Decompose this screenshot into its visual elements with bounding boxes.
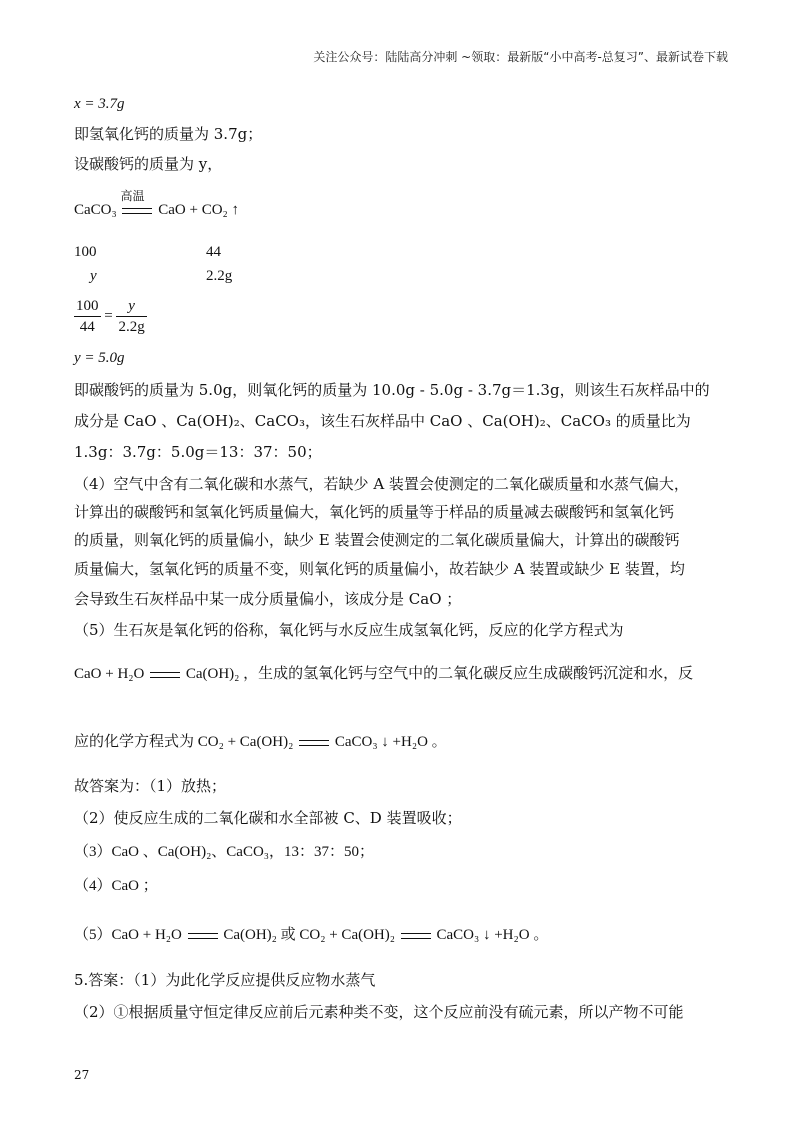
answer-line: 故答案为：（1）放热； bbox=[74, 777, 227, 795]
eq-part: Ca(OH)₂ ，生成的氢氧化钙与空气中的二氧化碳反应生成碳酸钙沉淀和水，反 bbox=[185, 666, 694, 682]
eq-double-line bbox=[299, 740, 329, 746]
eq-double-line bbox=[188, 933, 218, 939]
answer-line: （3）CaO 、Ca(OH)₂、CaCO₃，13：37：50； bbox=[74, 844, 375, 860]
mass-2-2g: 2.2g bbox=[206, 268, 233, 284]
paragraph-line: 会导致生石灰样品中某一成分质量偏小，该成分是 CaO ； bbox=[74, 590, 462, 608]
equation-slaking bbox=[74, 664, 693, 684]
eq-left: CaCO₃ bbox=[74, 202, 117, 218]
eq-double-line bbox=[150, 672, 180, 678]
eq-condition-label: 高温 bbox=[120, 189, 145, 203]
eq-part: Ca(OH)₂ 或 CO₂ + Ca(OH)₂ bbox=[223, 927, 395, 943]
line-y-result: y = 5.0g bbox=[74, 350, 125, 366]
answer-line-equations bbox=[74, 925, 548, 945]
paragraph-line: 1.3g：3.7g：5.0g＝13：37：50； bbox=[74, 443, 322, 461]
eq-part: CaCO₃ ↓ +H₂O 。 bbox=[436, 927, 549, 943]
paragraph-line: 即碳酸钙的质量为 5.0g，则氧化钙的质量为 10.0g - 5.0g - 3.7g＝1.3g，则该生石灰样品中的 bbox=[74, 381, 710, 399]
eq-double-line bbox=[122, 208, 152, 214]
molar-mass-44: 44 bbox=[206, 244, 221, 260]
eq-part: 应的化学方程式为 CO₂ + Ca(OH)₂ bbox=[74, 734, 294, 750]
page-header: 关注公众号：陆陆高分冲刺 ~领取：最新版“小中高考-总复习”、最新试卷下载 bbox=[313, 50, 728, 64]
fraction-left-num: 100 bbox=[74, 296, 101, 317]
answer-line: （2）使反应生成的二氧化碳和水全部被 C、D 装置吸收； bbox=[74, 809, 462, 827]
proportion-fraction bbox=[74, 296, 147, 337]
fraction-right bbox=[116, 296, 146, 337]
eq-part: CaO + H₂O bbox=[74, 666, 145, 682]
answer-5-line: 5.答案：（1）为此化学反应提供反应物水蒸气 bbox=[74, 971, 376, 989]
paragraph-line: （5）生石灰是氧化钙的俗称，氧化钙与水反应生成氢氧化钙，反应的化学方程式为 bbox=[74, 621, 624, 639]
line-x-result: x = 3.7g bbox=[74, 96, 125, 112]
fraction-left-den: 44 bbox=[79, 319, 95, 335]
fraction-right-den: 2.2g bbox=[118, 319, 145, 335]
answer-5-line: （2）①根据质量守恒定律反应前后元素种类不变，这个反应前没有硫元素，所以产物不可能 bbox=[74, 1003, 684, 1021]
paragraph-line: 成分是 CaO 、Ca(OH)₂、CaCO₃，该生石灰样品中 CaO 、Ca(OH)₂、CaCO₃ 的质量比为 bbox=[74, 412, 691, 430]
line-set-y: 设碳酸钙的质量为 y， bbox=[74, 155, 223, 173]
fraction-right-num: y bbox=[116, 296, 146, 317]
paragraph-line: 的质量，则氧化钙的质量偏小，缺少 E 装置会使测定的二氧化碳质量偏大，计算出的碳酸钙 bbox=[74, 531, 680, 549]
eq-right: CaO + CO₂ ↑ bbox=[158, 202, 240, 218]
molar-mass-100: 100 bbox=[74, 244, 97, 260]
equals-sign: = bbox=[104, 307, 113, 324]
line-calcium-hydroxide-mass: 即氢氧化钙的质量为 3.7g； bbox=[74, 125, 263, 143]
paragraph-line: 质量偏大，氢氧化钙的质量不变，则氧化钙的质量偏小，故若缺少 A 装置或缺少 E 装置，均 bbox=[74, 560, 685, 578]
paragraph-line: 计算出的碳酸钙和氢氧化钙质量偏大，氧化钙的质量等于样品的质量减去碳酸钙和氢氧化钙 bbox=[74, 503, 675, 521]
eq-double-line bbox=[401, 933, 431, 939]
fraction-left bbox=[74, 296, 101, 337]
answer-line: （4）CaO ； bbox=[74, 878, 158, 894]
page-number: 27 bbox=[74, 1068, 90, 1082]
paragraph-line: （4）空气中含有二氧化碳和水蒸气，若缺少 A 装置会使测定的二氧化碳质量和水蒸气偏大， bbox=[74, 475, 689, 493]
eq-part: （5）CaO + H₂O bbox=[74, 927, 182, 943]
equation-carbonation bbox=[74, 732, 447, 752]
unknown-y: y bbox=[90, 268, 97, 284]
equation-decomposition bbox=[74, 189, 240, 220]
eq-condition bbox=[120, 189, 154, 220]
eq-part: CaCO₃ ↓ +H₂O 。 bbox=[334, 734, 447, 750]
